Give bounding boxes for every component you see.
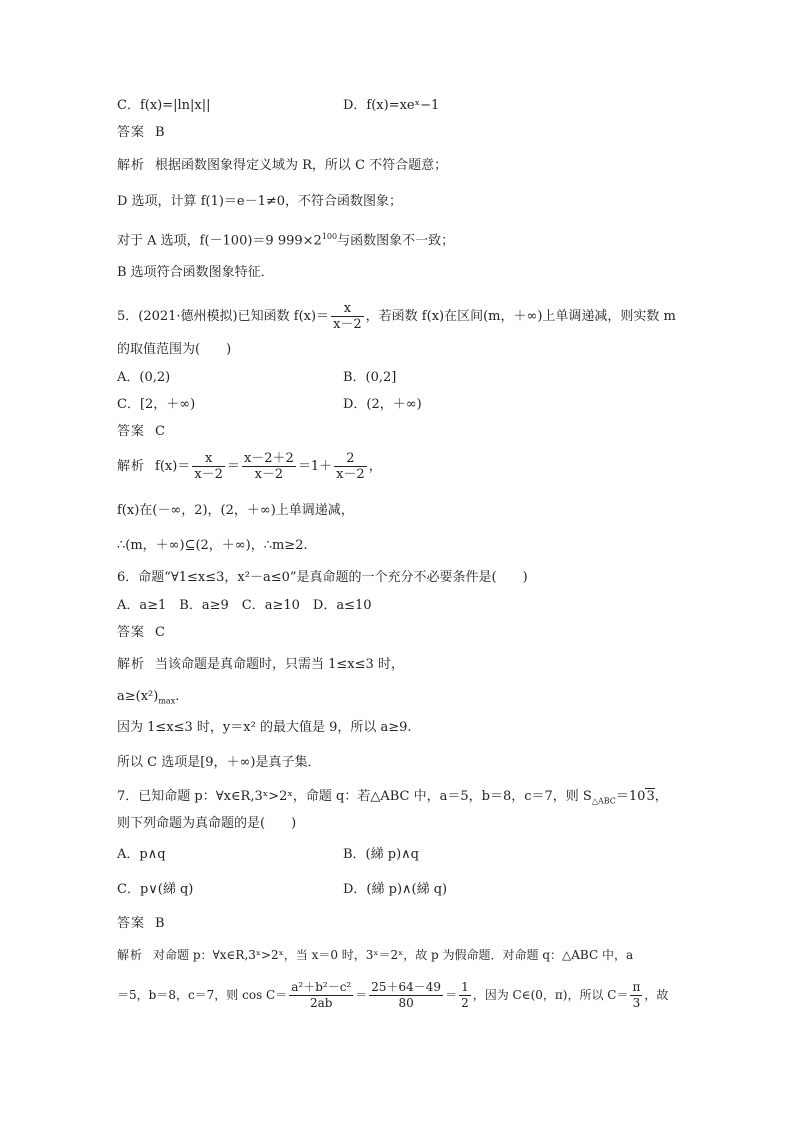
analysis-text: 当该命题是真命题时，只需当 1≤x≤3 时，	[155, 657, 404, 672]
q7-option-b: B．(綈 p)∧q	[343, 847, 419, 862]
answer-label: 答案	[117, 424, 146, 439]
fraction-denominator: x－2	[194, 467, 223, 482]
fraction	[192, 451, 225, 482]
fraction-numerator: 25＋64－49	[371, 980, 442, 994]
equals: ＝	[226, 459, 240, 474]
analysis-label: 解析	[117, 158, 146, 173]
q7-option-c: C．p∨(綈 q)	[117, 882, 194, 897]
fraction-denominator: x－2	[333, 317, 362, 332]
sqrt-radicand: 3	[646, 789, 655, 804]
q5-stem-line-2: 的取值范围为( )	[117, 342, 232, 357]
q5-analysis-2: f(x)在(－∞，2)，(2，＋∞)上单调递减，	[117, 503, 354, 518]
q4-option-c: C．f(x)=|ln|x||	[117, 98, 211, 113]
q6-analysis-4: 所以 C 选项是[9，＋∞)是真子集．	[117, 755, 321, 770]
q6-analysis-1	[117, 656, 404, 674]
q5-option-c: C．[2，＋∞)	[117, 397, 196, 412]
stem-text: 5．(2021·德州模拟)已知函数 f(x)＝	[117, 309, 330, 324]
analysis-text: .	[175, 689, 180, 704]
q7-analysis-2	[117, 978, 668, 1012]
q4-analysis-3	[117, 228, 454, 250]
fraction	[289, 980, 353, 1011]
analysis-text: ，	[368, 459, 382, 474]
fraction-numerator: x	[192, 451, 225, 467]
answer-value: B	[155, 125, 165, 140]
analysis-text: ＝5，b＝8，c＝7，则 cos C＝	[117, 988, 288, 1002]
q7-option-d: D．(綈 p)∧(綈 q)	[343, 882, 448, 897]
fraction	[630, 980, 642, 1011]
q7-stem-line-2: 则下列命题为真命题的是( )	[117, 816, 297, 831]
q5-option-b: B．(0,2]	[343, 370, 397, 385]
equals: ＝	[355, 988, 368, 1002]
analysis-text: 与函数图象不一致；	[337, 233, 455, 249]
q6-answer	[117, 624, 165, 642]
fraction-denominator: 80	[398, 996, 414, 1010]
fraction-denominator: x－2	[254, 467, 284, 482]
fraction	[334, 451, 367, 482]
q7-stem-line-1	[117, 788, 668, 811]
fraction-numerator: x	[331, 301, 364, 317]
answer-label: 答案	[117, 916, 146, 931]
q7-answer	[117, 915, 165, 933]
fraction-numerator: π	[632, 980, 641, 994]
fraction-denominator: 2	[461, 996, 469, 1010]
fraction	[331, 301, 364, 332]
subscript: max	[158, 696, 176, 706]
analysis-label: 解析	[117, 459, 146, 474]
answer-value: C	[155, 625, 165, 640]
analysis-text: 对命题 p：∀x∈R,3ˣ>2ˣ，当 x＝0 时，3ˣ＝2ˣ，故 p 为假命题．对命题 q：△ABC 中，a	[153, 948, 634, 962]
fraction	[459, 980, 471, 1011]
fraction-denominator: 2ab	[309, 996, 333, 1010]
analysis-text: 对于 A 选项，f(－100)＝9 999×2	[117, 233, 322, 249]
answer-label: 答案	[117, 625, 146, 640]
fraction-numerator: x－2＋2	[243, 451, 294, 466]
q4-answer	[117, 124, 165, 142]
fraction-denominator: 3	[632, 996, 641, 1010]
q5-answer	[117, 423, 165, 441]
subscript: △ABC	[591, 796, 616, 806]
analysis-label: 解析	[117, 948, 144, 962]
fraction-numerator: 1	[461, 980, 469, 994]
fraction	[369, 980, 443, 1011]
q6-analysis-2	[117, 688, 179, 711]
q4-option-d: D．f(x)=xeˣ−1	[343, 98, 440, 113]
analysis-label: 解析	[117, 657, 146, 672]
answer-value: B	[155, 916, 165, 931]
q7-option-a: A．p∧q	[117, 847, 166, 862]
analysis-text: ，故	[644, 988, 669, 1002]
q5-option-d: D．(2，＋∞)	[343, 397, 422, 412]
q4-analysis-1	[117, 157, 447, 175]
analysis-text: a≥(x²)	[117, 689, 159, 704]
analysis-text: ，因为 C∈(0，π)，所以 C＝	[472, 988, 629, 1002]
answer-value: C	[155, 424, 165, 439]
stem-text: ，	[654, 789, 668, 804]
q5-analysis-3: ∴(m，＋∞)⊆(2，＋∞)，∴m≥2.	[117, 538, 308, 553]
fraction-numerator: a²＋b²－c²	[291, 980, 352, 994]
answer-label: 答案	[117, 125, 146, 140]
fraction-denominator: x－2	[336, 467, 365, 482]
q6-analysis-3: 因为 1≤x≤3 时，y＝x² 的最大值是 9，所以 a≥9.	[117, 720, 412, 735]
stem-text: 7．已知命题 p：∀x∈R,3ˣ>2ˣ，命题 q：若△ABC 中，a＝5，b＝8，c＝7，则 S	[117, 789, 592, 804]
analysis-text: f(x)＝	[155, 459, 191, 474]
stem-text: ＝10	[615, 789, 646, 804]
analysis-text: 根据函数图象得定义域为 R，所以 C 不符合题意；	[155, 158, 448, 173]
fraction	[242, 451, 296, 482]
exponent: 100	[321, 232, 338, 241]
q5-analysis-1	[117, 450, 382, 484]
q5-option-a: A．(0,2)	[117, 370, 171, 385]
q5-stem-line-1	[117, 300, 676, 334]
q4-analysis-2: D 选项，计算 f(1)＝e－1≠0，不符合函数图象；	[117, 194, 403, 209]
q6-options: A．a≥1 B．a≥9 C．a≥10 D．a≤10	[117, 598, 372, 613]
equals: ＝1＋	[297, 459, 333, 474]
q6-stem: 6．命题“∀1≤x≤3，x²－a≤0”是真命题的一个充分不必要条件是( )	[117, 570, 528, 585]
q7-analysis-1	[117, 946, 633, 964]
fraction-numerator: 2	[334, 451, 367, 467]
stem-text: ，若函数 f(x)在区间(m，＋∞)上单调递减，则实数 m	[365, 309, 676, 324]
equals: ＝	[445, 988, 458, 1002]
q4-analysis-4: B 选项符合函数图象特征．	[117, 265, 274, 280]
